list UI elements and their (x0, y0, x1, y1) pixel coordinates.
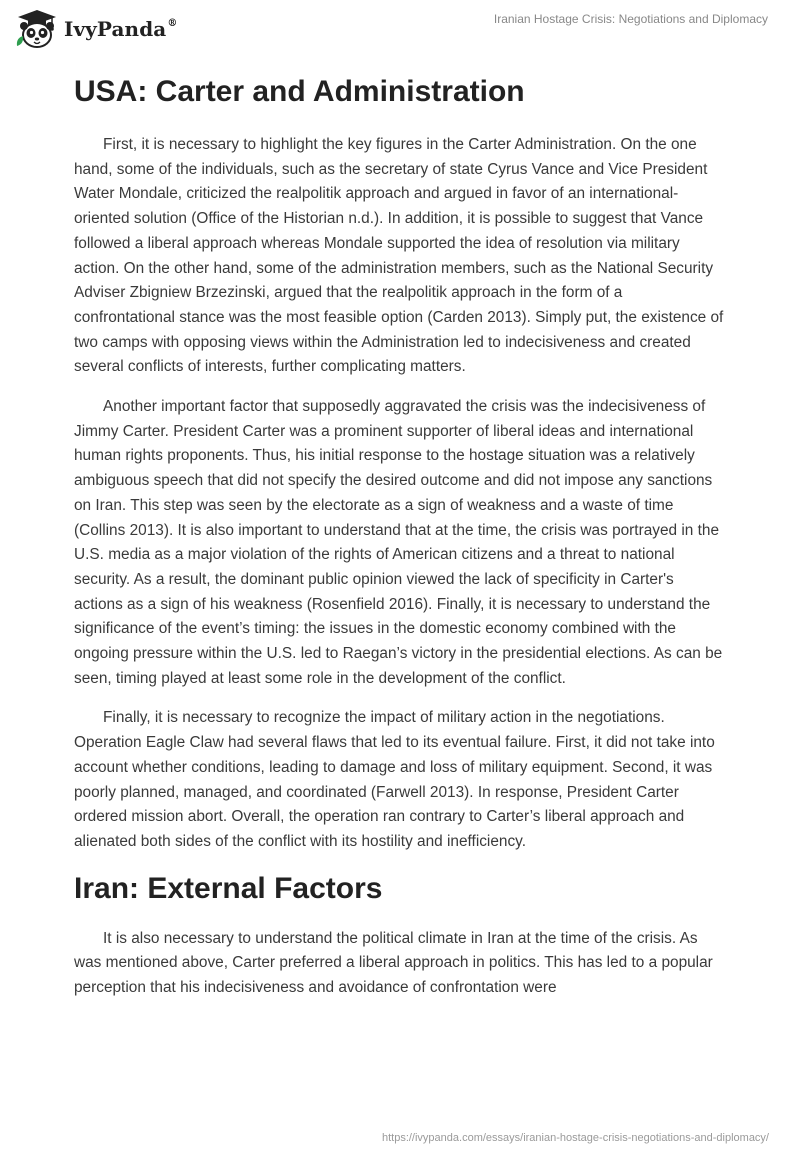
paragraph: Finally, it is necessary to recognize the impact of military action in the negotiations. Operation Eagle Claw had several flaws that led to its eventual failure. First, it did not take into account whether conditions, leading to damage and loss of military equipment. Second, it was poorly planned, managed, and coordinated (Farwell 2013). In response, President Carter ordered mission abort. Overall, the operation ran contrary to Carter’s liberal approach and alienated both sides of the conflict with its hostility and inefficiency. (74, 709, 715, 850)
section-heading-usa: USA: Carter and Administration (74, 75, 525, 108)
ivypanda-logo[interactable] (14, 8, 177, 50)
panda-graduate-icon (14, 8, 60, 50)
brand-name: IvyPanda® (64, 17, 178, 41)
paragraph: Another important factor that supposedly aggravated the crisis was the indecisiveness of Jimmy Carter. President Carter was a prominent supporter of liberal ideas and international human rights proponents. Thus, his initial response to the hostage situation was a relatively ambiguous speech that did not specify the desired outcome and did not impose any sanctions on Iran. This step was seen by the electorate as a sign of weakness and a waste of time (Collins 2013). It is also important to understand that at the time, the crisis was portrayed in the U.S. media as a major violation of the rights of American citizens and a threat to national security. As a result, the dominant public opinion viewed the lack of specificity in Carter's actions as a sign of his weakness (Rosenfield 2016). Finally, it is necessary to understand the significance of the event’s timing: the issues in the domestic economy combined with the ongoing pressure within the U.S. led to Raegan’s victory in the presidential elections. As can be seen, timing played at least some role in the development of the conflict. (74, 398, 723, 687)
paragraph: It is also necessary to understand the political climate in Iran at the time of the crisis. As was mentioned above, Carter preferred a liberal approach in politics. This has led to a popular perception that his indecisiveness and avoidance of confrontation were (74, 929, 713, 997)
essay-body (74, 70, 724, 1001)
document-title: Iranian Hostage Crisis: Negotiations and Diplomacy (493, 12, 768, 26)
paragraph: First, it is necessary to highlight the key figures in the Carter Administration. On the one hand, some of the individuals, such as the secretary of state Cyrus Vance and Vice President Water Mondale, criticized the realpolitik approach and argued in favor of an international-oriented solution (Office of the Historian n.d.). In addition, it is possible to suggest that Vance followed a liberal approach whereas Mondale supported the idea of resolution via military action. On the other hand, some of the administration members, such as the National Security Adviser Zbigniew Brzezinski, argued that the realpolitik approach in the form of a confrontational stance was the most feasible option (Carden 2013). Simply put, the existence of two camps with opposing views within the Administration led to indecisiveness and created several conflicts of interests, further complicating matters. (74, 136, 724, 376)
section-heading-iran: Iran: External Factors (74, 871, 383, 905)
source-url[interactable]: https://ivypanda.com/essays/iranian-hostage-crisis-negotiations-and-diplomacy/ (381, 1132, 769, 1144)
page-header (0, 0, 800, 56)
